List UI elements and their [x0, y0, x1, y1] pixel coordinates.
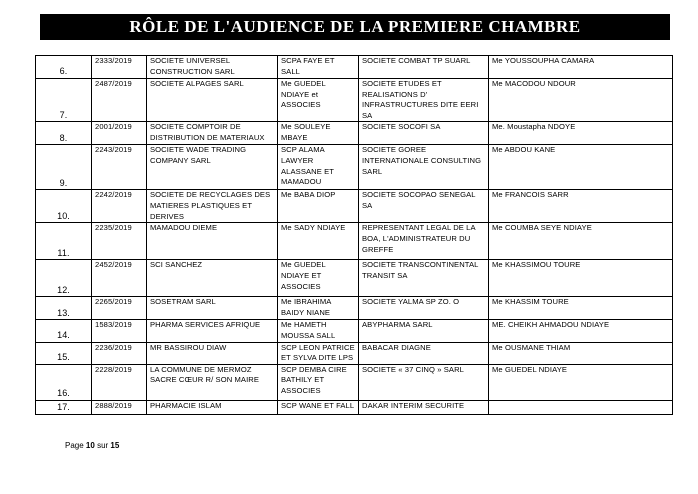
- plaintiff-counsel-cell: SCP LEON PATRICE ET SYLVA DITE LPS: [278, 342, 359, 364]
- case-reference-cell: 2888/2019: [92, 400, 147, 414]
- page-current: 10: [85, 441, 95, 450]
- defendant-cell: SOCIETE YALMA SP ZO. O: [359, 297, 489, 320]
- case-reference-cell: 2265/2019: [92, 297, 147, 320]
- defendant-counsel-cell: Me FRANCOIS SARR: [489, 190, 673, 223]
- case-reference-cell: 2243/2019: [92, 145, 147, 190]
- case-reference-cell: 2487/2019: [92, 79, 147, 122]
- defendant-cell: SOCIETE TRANSCONTINENTAL TRANSIT SA: [359, 260, 489, 297]
- defendant-counsel-cell: Me MACODOU NDOUR: [489, 79, 673, 122]
- case-reference-cell: 2236/2019: [92, 342, 147, 364]
- plaintiff-counsel-cell: SCP ALAMA LAWYER ALASSANE ET MAMADOU: [278, 145, 359, 190]
- plaintiff-counsel-cell: Me GUEDEL NDIAYE et ASSOCIES: [278, 79, 359, 122]
- table-row: [36, 400, 673, 414]
- page-total: 15: [110, 441, 120, 450]
- defendant-counsel-cell: Me GUEDEL NDIAYE: [489, 364, 673, 400]
- table-row: [36, 260, 673, 297]
- case-number-cell: 13.: [36, 297, 92, 320]
- case-reference-cell: 2452/2019: [92, 260, 147, 297]
- defendant-cell: ABYPHARMA SARL: [359, 320, 489, 342]
- plaintiff-counsel-cell: Me IBRAHIMA BAIDY NIANE: [278, 297, 359, 320]
- page-title: RÔLE DE L'AUDIENCE DE LA PREMIERE CHAMBRE: [40, 14, 670, 40]
- table-row: [36, 122, 673, 145]
- defendant-counsel-cell: Me ABDOU KANE: [489, 145, 673, 190]
- table-row: [36, 342, 673, 364]
- plaintiff-cell: SOCIETE WADE TRADING COMPANY SARL: [147, 145, 278, 190]
- table-row: [36, 190, 673, 223]
- defendant-cell: SOCIETE SOCOFI SA: [359, 122, 489, 145]
- page-label: Page: [65, 441, 84, 450]
- plaintiff-cell: PHARMACIE ISLAM: [147, 400, 278, 414]
- table-row: [36, 56, 673, 79]
- plaintiff-cell: SCI SANCHEZ: [147, 260, 278, 297]
- plaintiff-cell: MAMADOU DIEME: [147, 223, 278, 260]
- defendant-counsel-cell: Me OUSMANE THIAM: [489, 342, 673, 364]
- table-row: [36, 320, 673, 342]
- plaintiff-counsel-cell: SCP DEMBA CIRE BATHILY ET ASSOCIES: [278, 364, 359, 400]
- defendant-cell: SOCIETE GOREE INTERNATIONALE CONSULTING SARL: [359, 145, 489, 190]
- case-number-cell: 14.: [36, 320, 92, 342]
- defendant-cell: BABACAR DIAGNE: [359, 342, 489, 364]
- defendant-cell: SOCIETE « 37 CINQ » SARL: [359, 364, 489, 400]
- defendant-counsel-cell: Me. Moustapha NDOYE: [489, 122, 673, 145]
- plaintiff-cell: SOSETRAM SARL: [147, 297, 278, 320]
- defendant-counsel-cell: Me KHASSIM TOURE: [489, 297, 673, 320]
- defendant-counsel-cell: Me COUMBA SEYE NDIAYE: [489, 223, 673, 260]
- case-number-cell: 7.: [36, 79, 92, 122]
- case-number-cell: 16.: [36, 364, 92, 400]
- plaintiff-cell: SOCIETE COMPTOIR DE DISTRIBUTION DE MATERIAUX: [147, 122, 278, 145]
- hearing-roll-table: [35, 55, 673, 415]
- case-number-cell: 15.: [36, 342, 92, 364]
- plaintiff-counsel-cell: Me GUEDEL NDIAYE ET ASSOCIES: [278, 260, 359, 297]
- case-reference-cell: 2228/2019: [92, 364, 147, 400]
- defendant-cell: REPRESENTANT LEGAL DE LA BOA, L'ADMINISTRATEUR DU GREFFE: [359, 223, 489, 260]
- plaintiff-cell: MR BASSIROU DIAW: [147, 342, 278, 364]
- plaintiff-cell: SOCIETE ALPAGES SARL: [147, 79, 278, 122]
- table-row: [36, 145, 673, 190]
- plaintiff-counsel-cell: SCPA FAYE ET SALL: [278, 56, 359, 79]
- case-reference-cell: 2333/2019: [92, 56, 147, 79]
- plaintiff-cell: LA COMMUNE DE MERMOZ SACRE CŒUR R/ SON MAIRE: [147, 364, 278, 400]
- defendant-counsel-cell: Me KHASSIMOU TOURE: [489, 260, 673, 297]
- case-number-cell: 11.: [36, 223, 92, 260]
- plaintiff-cell: PHARMA SERVICES AFRIQUE: [147, 320, 278, 342]
- table-row: [36, 297, 673, 320]
- case-number-cell: 17.: [36, 400, 92, 414]
- case-number-cell: 10.: [36, 190, 92, 223]
- table-row: [36, 79, 673, 122]
- table-row: [36, 364, 673, 400]
- case-reference-cell: 2235/2019: [92, 223, 147, 260]
- defendant-cell: SOCIETE COMBAT TP SUARL: [359, 56, 489, 79]
- case-number-cell: 8.: [36, 122, 92, 145]
- defendant-cell: SOCIETE SOCOPAO SENEGAL SA: [359, 190, 489, 223]
- case-number-cell: 6.: [36, 56, 92, 79]
- case-number-cell: 12.: [36, 260, 92, 297]
- defendant-cell: DAKAR INTERIM SECURITE: [359, 400, 489, 414]
- page-footer: [65, 441, 119, 450]
- page-sep: sur: [97, 441, 109, 450]
- plaintiff-counsel-cell: SCP WANE ET FALL: [278, 400, 359, 414]
- defendant-counsel-cell: Me YOUSSOUPHA CAMARA: [489, 56, 673, 79]
- plaintiff-counsel-cell: Me HAMETH MOUSSA SALL: [278, 320, 359, 342]
- plaintiff-cell: SOCIETE UNIVERSEL CONSTRUCTION SARL: [147, 56, 278, 79]
- case-number-cell: 9.: [36, 145, 92, 190]
- plaintiff-counsel-cell: Me BABA DIOP: [278, 190, 359, 223]
- defendant-counsel-cell: [489, 400, 673, 414]
- defendant-cell: SOCIETE ETUDES ET REALISATIONS D' INFRASTRUCTURES DITE EERI SA: [359, 79, 489, 122]
- plaintiff-cell: SOCIETE DE RECYCLAGES DES MATIERES PLASTIQUES ET DERIVES: [147, 190, 278, 223]
- defendant-counsel-cell: ME. CHEIKH AHMADOU NDIAYE: [489, 320, 673, 342]
- case-reference-cell: 2242/2019: [92, 190, 147, 223]
- plaintiff-counsel-cell: Me SADY NDIAYE: [278, 223, 359, 260]
- case-reference-cell: 2001/2019: [92, 122, 147, 145]
- table-row: [36, 223, 673, 260]
- case-reference-cell: 1583/2019: [92, 320, 147, 342]
- plaintiff-counsel-cell: Me SOULEYE MBAYE: [278, 122, 359, 145]
